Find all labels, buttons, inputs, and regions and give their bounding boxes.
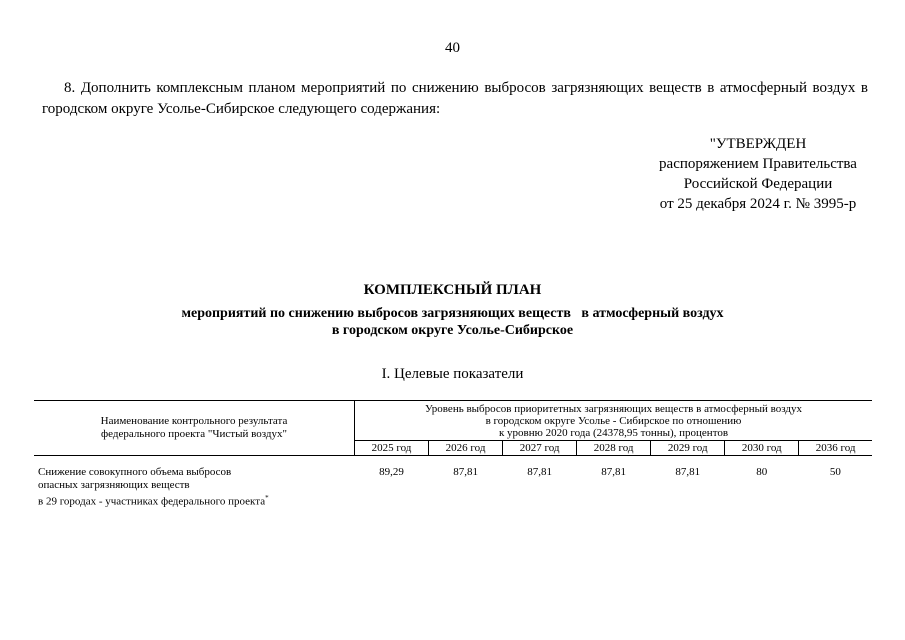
value-cell: 80 <box>756 466 768 478</box>
header-emission-level-line-3: к уровню 2020 года (24378,95 тонны), процентов <box>498 427 729 439</box>
header-year: 2025 год <box>355 441 429 456</box>
header-year: 2027 год <box>503 441 577 456</box>
header-emission-level <box>355 401 873 441</box>
value-cell: 89,29 <box>379 466 404 478</box>
value-cell: 87,81 <box>601 466 627 478</box>
row-name-line-2: опасных загрязняющих веществ <box>38 479 190 491</box>
header-year: 2026 год <box>429 441 503 456</box>
approval-stamp <box>640 134 876 214</box>
header-emission-level-line-1: Уровень выбросов приоритетных загрязняющих веществ в атмосферный воздух <box>424 403 803 415</box>
header-emission-level-line-2: в городском округе Усолье - Сибирское по отношению <box>485 415 742 427</box>
header-control-result-line-1: Наименование контрольного результата <box>100 415 288 427</box>
plan-subtitle-line-1: мероприятий по снижению выбросов загрязняющих веществ в атмосферный воздух <box>181 306 724 321</box>
value-cell: 87,81 <box>527 466 552 478</box>
plan-subtitle <box>0 305 905 339</box>
plan-title: КОМПЛЕКСНЫЙ ПЛАН <box>363 282 542 298</box>
section-title: I. Целевые показатели <box>381 366 524 382</box>
plan-subtitle-line-2: в городском округе Усолье-Сибирское <box>331 323 574 338</box>
row-indicator-name <box>34 466 355 509</box>
approval-line-4: от 25 декабря 2024 г. № 3995-р <box>659 196 857 212</box>
table-row <box>34 466 872 509</box>
approval-line-3: Российской Федерации <box>683 176 833 192</box>
footnote-mark: * <box>265 494 269 502</box>
row-name-line-3-text: в 29 городах - участниках федерального проекта <box>38 495 266 508</box>
header-year: 2030 год <box>725 441 799 456</box>
approval-line-2: распоряжением Правительства <box>659 156 857 172</box>
header-control-result-line-2: федерального проекта "Чистый воздух" <box>101 428 287 440</box>
intro-paragraph: 8. Дополнить комплексным планом мероприятий по снижению выбросов загрязняющих веществ в атмосферный воздух в городском округе Усолье-Сибирское следующего содержания: <box>42 80 868 117</box>
row-name-line-1: Снижение совокупного объема выбросов <box>38 466 232 478</box>
header-year: 2036 год <box>799 441 872 456</box>
value-cell: 87,81 <box>675 466 701 478</box>
header-year: 2029 год <box>651 441 725 456</box>
value-cell: 87,81 <box>453 466 478 478</box>
page-number: 40 <box>445 40 460 56</box>
row-name-line-3 <box>38 492 351 509</box>
header-year: 2028 год <box>577 441 651 456</box>
approval-line-1: "УТВЕРЖДЕН <box>709 136 807 152</box>
header-control-result <box>34 401 355 456</box>
target-indicators-table <box>34 400 872 509</box>
value-cell: 50 <box>829 466 841 478</box>
